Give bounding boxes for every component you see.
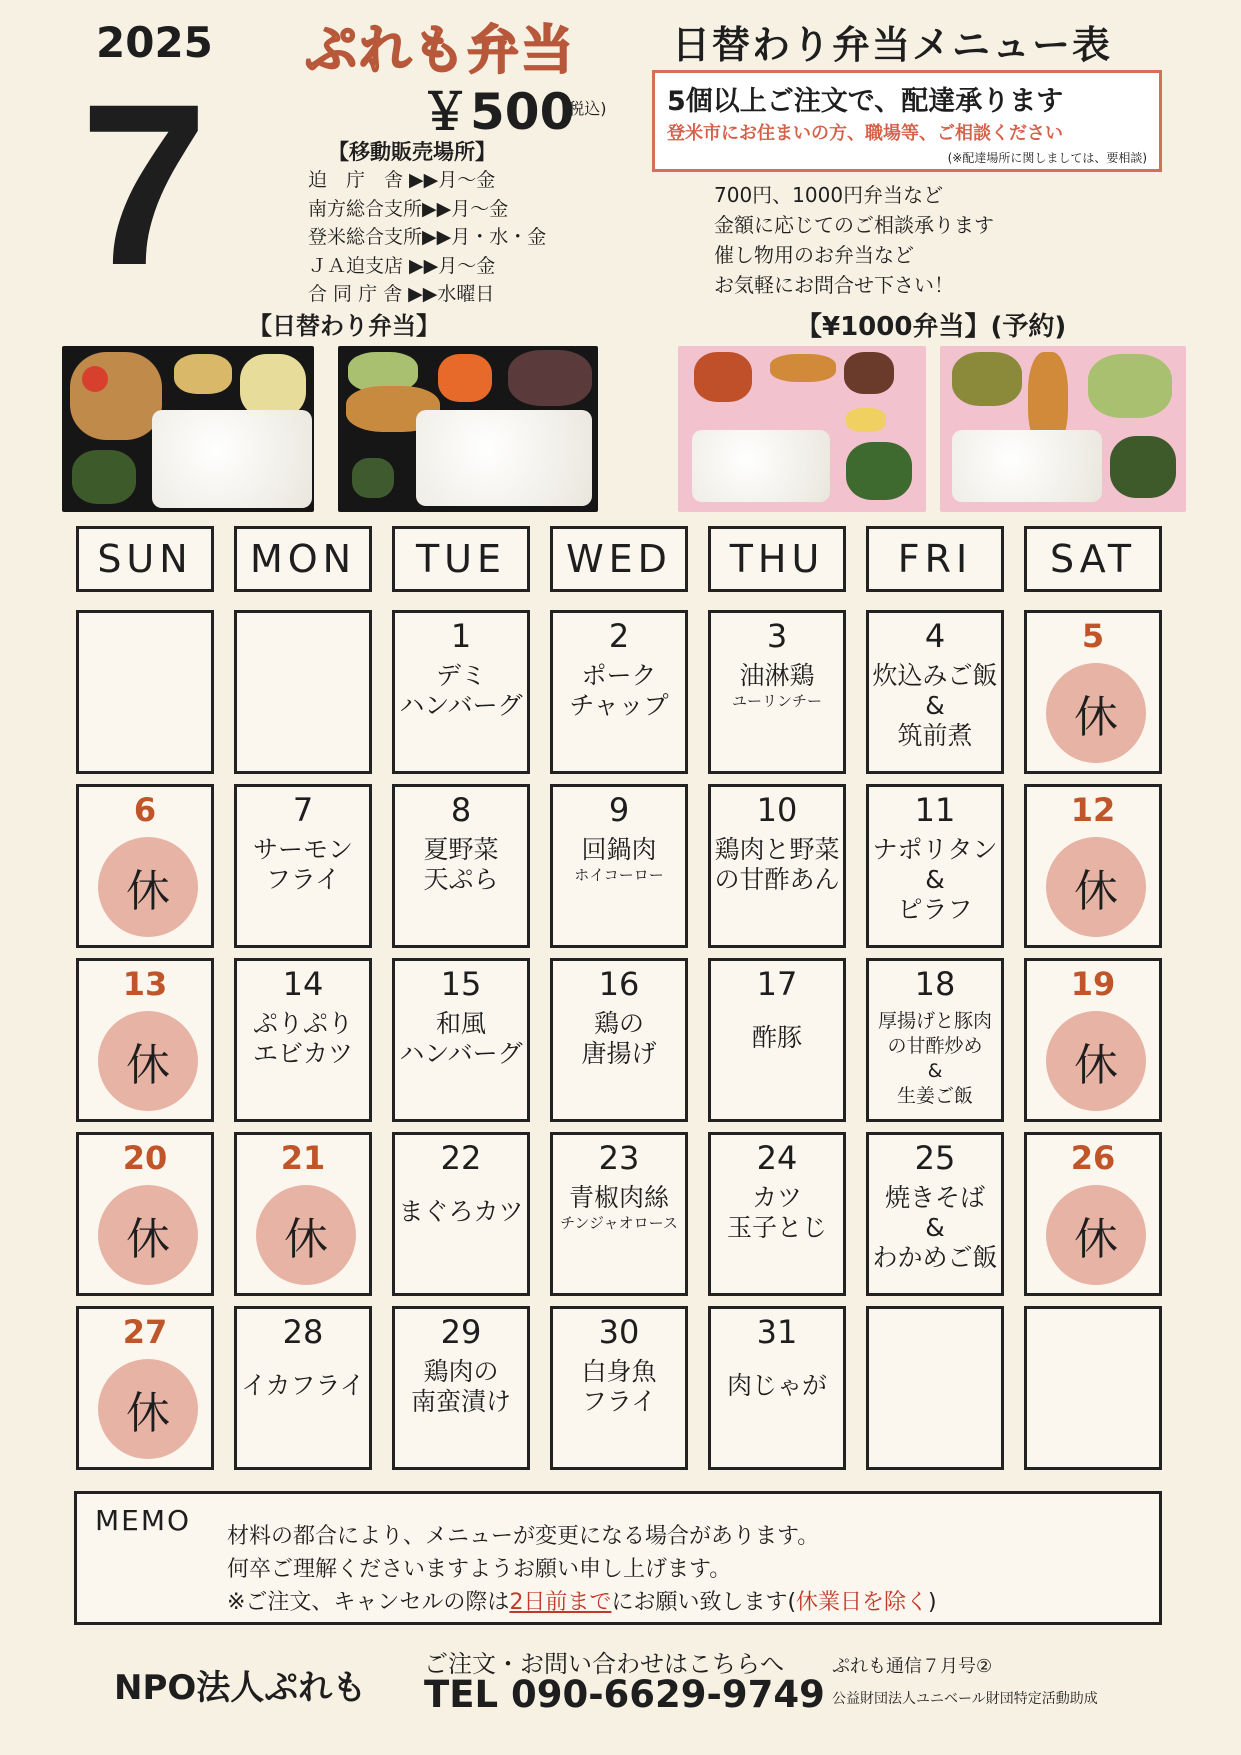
menu-line: フライ xyxy=(581,1387,657,1416)
menu-line: ぷりぷり xyxy=(252,1009,353,1038)
menu-line: & xyxy=(927,1060,943,1082)
menu-line: 厚揚げと豚肉 xyxy=(877,1010,992,1032)
day-menu xyxy=(553,1009,685,1069)
day-number: 16 xyxy=(598,965,640,1003)
menu-line: 焼きそば xyxy=(884,1183,985,1212)
menu-line: 鶏肉と野菜 xyxy=(714,835,840,864)
day-menu xyxy=(237,1371,369,1401)
day-menu xyxy=(395,1357,527,1417)
day-number: 28 xyxy=(282,1313,324,1351)
memo-label: MEMO xyxy=(95,1504,192,1537)
month-number: 7 xyxy=(80,56,208,313)
calendar-day-cell xyxy=(708,610,846,774)
day-number: 23 xyxy=(598,1139,640,1177)
day-number: 4 xyxy=(924,617,946,655)
calendar-day-cell xyxy=(76,1132,214,1296)
day-menu xyxy=(869,1183,1001,1273)
memo-box xyxy=(74,1491,1162,1625)
calendar-day-cell xyxy=(708,1132,846,1296)
custom-line: お気軽にお問合せ下さい！ xyxy=(714,273,954,297)
day-number: 1 xyxy=(450,617,472,655)
calendar-day-cell xyxy=(234,1306,372,1470)
memo-line-3-e: ) xyxy=(928,1590,937,1615)
day-menu xyxy=(553,1183,685,1233)
menu-line: ハンバーグ xyxy=(399,1039,523,1068)
day-number: 5 xyxy=(1081,617,1105,655)
newsletter-issue: ぷれも通信７月号② xyxy=(832,1656,993,1677)
sales-location: 合 同 庁 舎 ▶▶水曜日 xyxy=(308,283,495,305)
memo-text xyxy=(227,1520,937,1619)
calendar-day-cell xyxy=(1024,784,1162,948)
weekday-wed: WED xyxy=(550,526,688,592)
calendar-day-cell xyxy=(392,958,530,1122)
day-number: 11 xyxy=(914,791,956,829)
menu-line: ユーリンチー xyxy=(731,692,822,710)
day-menu xyxy=(711,1023,843,1053)
calendar-day-cell xyxy=(866,784,1004,948)
menu-line: 玉子とじ xyxy=(726,1213,827,1242)
calendar-day-cell xyxy=(392,1132,530,1296)
menu-line: ポーク xyxy=(581,661,657,690)
closed-day-badge: 休 xyxy=(98,1011,198,1111)
closed-day-badge: 休 xyxy=(98,1185,198,1285)
calendar-day-cell xyxy=(1024,1132,1162,1296)
calendar-day-cell xyxy=(866,1132,1004,1296)
closed-day-badge: 休 xyxy=(1046,837,1146,937)
day-menu xyxy=(869,661,1001,751)
menu-line: エビカツ xyxy=(252,1039,353,1068)
menu-line: まぐろカツ xyxy=(398,1197,524,1226)
menu-line: 白身魚 xyxy=(581,1357,657,1386)
day-number: 17 xyxy=(756,965,798,1003)
day-menu xyxy=(237,835,369,895)
memo-line-3-a: ※ご注文、キャンセルの際は xyxy=(227,1590,510,1615)
day-number: 3 xyxy=(766,617,788,655)
day-number: 22 xyxy=(440,1139,482,1177)
closed-day-badge: 休 xyxy=(1046,663,1146,763)
menu-line: 回鍋肉 xyxy=(581,835,657,864)
weekday-fri: FRI xyxy=(866,526,1004,592)
sales-location: 南方総合支所▶▶月～金 xyxy=(308,197,509,220)
menu-line: 炊込みご飯 xyxy=(872,661,998,690)
day-number: 9 xyxy=(608,791,630,829)
day-number: 21 xyxy=(280,1139,326,1177)
menu-line: の甘酢炒め xyxy=(887,1035,983,1057)
menu-line: 筑前煮 xyxy=(897,721,973,750)
menu-line: ハンバーグ xyxy=(399,691,523,720)
day-menu xyxy=(711,835,843,895)
menu-line: チャップ xyxy=(569,691,669,720)
day-menu xyxy=(395,661,527,721)
menu-line: 鶏の xyxy=(593,1009,644,1038)
menu-line: & xyxy=(925,691,945,720)
menu-line: 和風 xyxy=(435,1009,486,1038)
day-menu xyxy=(711,1371,843,1401)
menu-line: イカフライ xyxy=(241,1371,365,1400)
calendar-day-cell xyxy=(392,1306,530,1470)
calendar-day-cell xyxy=(234,784,372,948)
calendar-day-cell xyxy=(76,610,214,774)
day-number: 26 xyxy=(1070,1139,1116,1177)
premium-bento-photo-1 xyxy=(678,346,926,512)
delivery-box xyxy=(652,70,1162,172)
order-contact-label: ご注文・お問い合わせはこちらへ xyxy=(424,1650,784,1678)
day-number: 20 xyxy=(122,1139,168,1177)
custom-line: 700円、1000円弁当など xyxy=(714,183,944,207)
menu-line: ピラフ xyxy=(897,895,973,924)
day-number: 6 xyxy=(133,791,157,829)
delivery-note: (※配達場所に関しましては、要相談) xyxy=(947,151,1147,165)
calendar-day-cell xyxy=(76,1306,214,1470)
memo-line-3 xyxy=(227,1586,937,1619)
day-number: 15 xyxy=(440,965,482,1003)
year: 2025 xyxy=(96,18,213,67)
weekday-mon: MON xyxy=(234,526,372,592)
premium-bento-photo-2 xyxy=(940,346,1186,512)
menu-line: 生姜ご飯 xyxy=(896,1085,973,1107)
day-menu xyxy=(869,1009,1001,1109)
menu-line: 青椒肉絲 xyxy=(568,1183,669,1212)
calendar-day-cell xyxy=(866,610,1004,774)
calendar-day-cell xyxy=(392,784,530,948)
day-menu xyxy=(711,1183,843,1243)
grant-credit: 公益財団法人ユニベール財団特定活動助成 xyxy=(832,1691,1098,1707)
sales-location: ＪＡ迫支店 ▶▶月～金 xyxy=(308,254,496,277)
weekday-sun: SUN xyxy=(76,526,214,592)
day-number: 31 xyxy=(756,1313,798,1351)
menu-line: & xyxy=(925,865,945,894)
calendar-day-cell xyxy=(234,958,372,1122)
day-menu xyxy=(553,661,685,721)
sales-locations-list xyxy=(308,166,546,309)
price-tax-note: (税込) xyxy=(562,99,607,118)
day-menu xyxy=(395,835,527,895)
calendar-day-cell xyxy=(866,1306,1004,1470)
calendar-day-cell xyxy=(708,784,846,948)
weekday-tue: TUE xyxy=(392,526,530,592)
closed-day-badge: 休 xyxy=(256,1185,356,1285)
sales-location: 登米総合支所▶▶月・水・金 xyxy=(308,226,547,248)
calendar-day-cell xyxy=(1024,610,1162,774)
day-number: 12 xyxy=(1070,791,1116,829)
day-number: 24 xyxy=(756,1139,798,1177)
day-menu xyxy=(395,1009,527,1069)
delivery-main: 5個以上ご注文で、配達承ります xyxy=(667,86,1064,117)
day-menu xyxy=(553,1357,685,1417)
calendar-day-cell xyxy=(550,610,688,774)
menu-line: サーモン xyxy=(252,835,353,864)
menu-title: 日替わり弁当メニュー表 xyxy=(672,23,1113,67)
calendar-day-cell xyxy=(550,1306,688,1470)
day-menu xyxy=(237,1009,369,1069)
day-number: 25 xyxy=(914,1139,956,1177)
day-number: 29 xyxy=(440,1313,482,1351)
menu-line: チンジャオロース xyxy=(560,1214,678,1232)
menu-line: 南蛮漬け xyxy=(410,1387,511,1416)
menu-line: ホイコーロー xyxy=(574,866,664,884)
menu-line: の甘酢あん xyxy=(714,865,840,894)
day-number: 19 xyxy=(1070,965,1116,1003)
calendar-day-cell xyxy=(392,610,530,774)
custom-order-text xyxy=(714,180,994,300)
sales-locations-title: 【移動販売場所】 xyxy=(328,140,496,164)
closed-day-badge: 休 xyxy=(1046,1011,1146,1111)
calendar-day-cell xyxy=(234,1132,372,1296)
menu-line: 鶏肉の xyxy=(423,1357,499,1386)
day-number: 18 xyxy=(914,965,956,1003)
calendar-day-cell xyxy=(866,958,1004,1122)
calendar-day-cell xyxy=(550,958,688,1122)
memo-deadline: 2日前まで xyxy=(509,1590,612,1615)
day-number: 2 xyxy=(608,617,630,655)
calendar-day-cell xyxy=(1024,958,1162,1122)
calendar-day-cell xyxy=(234,610,372,774)
day-menu xyxy=(711,661,843,711)
day-number: 13 xyxy=(122,965,168,1003)
menu-line: フライ xyxy=(265,865,341,894)
menu-line: 油淋鶏 xyxy=(739,661,815,690)
weekday-thu: THU xyxy=(708,526,846,592)
delivery-sub: 登米市にお住まいの方、職場等、ご相談ください xyxy=(667,123,1063,144)
phone-number: TEL 090-6629-9749 xyxy=(424,1673,825,1716)
calendar-day-cell xyxy=(1024,1306,1162,1470)
custom-line: 催し物用のお弁当など xyxy=(714,243,914,267)
day-number: 8 xyxy=(450,791,472,829)
daily-bento-photo-2 xyxy=(338,346,598,512)
calendar-day-cell xyxy=(550,1132,688,1296)
menu-line: ナポリタン xyxy=(872,835,998,864)
calendar-day-cell xyxy=(708,1306,846,1470)
day-menu xyxy=(553,835,685,885)
menu-line: 酢豚 xyxy=(751,1023,802,1052)
day-menu xyxy=(869,835,1001,925)
memo-line-1: 材料の都合により、メニューが変更になる場合があります。 xyxy=(227,1524,820,1549)
menu-line: 唐揚げ xyxy=(581,1039,657,1068)
closed-day-badge: 休 xyxy=(98,1359,198,1459)
day-number: 27 xyxy=(122,1313,168,1351)
calendar-day-cell xyxy=(550,784,688,948)
day-number: 7 xyxy=(292,791,314,829)
daily-bento-label: 【日替わり弁当】 xyxy=(248,312,440,340)
closed-day-badge: 休 xyxy=(1046,1185,1146,1285)
calendar-day-cell xyxy=(76,958,214,1122)
calendar-day-cell xyxy=(708,958,846,1122)
menu-line: カツ xyxy=(751,1183,802,1212)
sales-location: 迫 庁 舎 ▶▶月～金 xyxy=(308,169,496,191)
organization-name: NPO法人ぷれも xyxy=(114,1668,367,1708)
menu-line: わかめご飯 xyxy=(872,1243,998,1272)
menu-line: & xyxy=(925,1213,945,1242)
daily-bento-photo-1 xyxy=(62,346,314,512)
premium-bento-label: 【¥1000弁当】(予約) xyxy=(796,312,1067,342)
day-number: 30 xyxy=(598,1313,640,1351)
memo-line-2: 何卒ご理解くださいますようお願い申し上げます。 xyxy=(227,1557,732,1582)
custom-line: 金額に応じてのご相談承ります xyxy=(714,213,994,237)
menu-line: 天ぷら xyxy=(423,865,499,894)
day-number: 14 xyxy=(282,965,324,1003)
calendar-day-cell xyxy=(76,784,214,948)
brand-logo: ぷれも弁当 xyxy=(305,21,576,81)
menu-line: 肉じゃが xyxy=(726,1371,827,1400)
day-number: 10 xyxy=(756,791,798,829)
menu-line: 夏野菜 xyxy=(423,835,499,864)
price: ￥500 xyxy=(420,83,575,141)
day-menu xyxy=(395,1197,527,1227)
memo-exclusion: 休業日を除く xyxy=(796,1590,929,1615)
weekday-sat: SAT xyxy=(1024,526,1162,592)
menu-line: デミ xyxy=(435,661,486,690)
closed-day-badge: 休 xyxy=(98,837,198,937)
memo-line-3-c: にお願い致します( xyxy=(611,1590,797,1615)
